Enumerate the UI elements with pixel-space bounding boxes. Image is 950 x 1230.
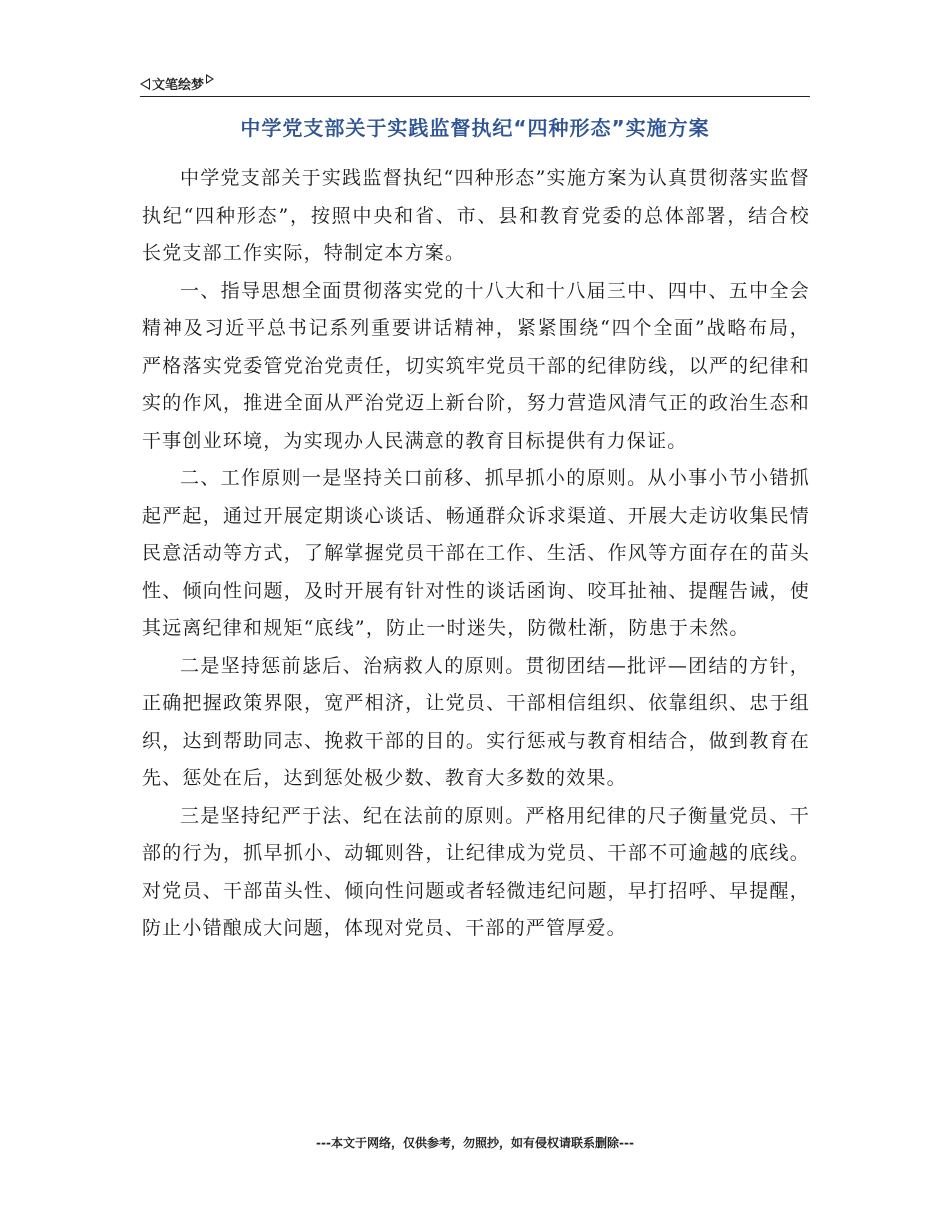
footer-notice: ---本文于网络，仅供参考，勿照抄，如有侵权请联系删除--- — [316, 1136, 634, 1150]
paragraph-intro: 中学党支部关于实践监督执纪“四种形态”实施方案为认真贯彻落实监督执纪“四种形态”，按照中央和省、市、县和教育党委的总体部署，结合校长党支部工作实际，特制定本方案。 — [142, 167, 810, 264]
page-header — [140, 74, 810, 97]
triangle-right-icon — [206, 74, 214, 84]
paragraph-principle-three: 三是坚持纪严于法、纪在法前的原则。严格用纪律的尺子衡量党员、干部的行为，抓早抓小、动辄则咎，让纪律成为党员、干部不可逾越的底线。对党员、干部苗头性、倾向性问题或者轻微违纪问题，早打招呼、早提醒，防止小错酿成大问题，体现对党员、干部的严管厚爱。 — [142, 804, 810, 939]
triangle-left-icon — [140, 78, 150, 90]
paragraph-principle-one: 二、工作原则一是坚持关口前移、抓早抓小的原则。从小事小节小错抓起严起，通过开展定期谈心谈话、畅通群众诉求渠道、开展大走访收集民情民意活动等方式，了解掌握党员干部在工作、生活、作风等方面存在的苗头性、倾向性问题，及时开展有针对性的谈话函询、咬耳扯袖、提醒告诫，使其远离纪律和规矩“底线”，防止一时迷失，防微杜渐，防患于未然。 — [142, 467, 810, 639]
paragraph-principle-two: 二是坚持惩前毖后、治病救人的原则。贯彻团结—批评—团结的方针，正确把握政策界限，宽严相济，让党员、干部相信组织、依靠组织、忠于组织，达到帮助同志、挽救干部的目的。实行惩戒与教育相结合，做到教育在先、惩处在后，达到惩处极少数、教育大多数的效果。 — [142, 654, 810, 789]
document-body — [142, 160, 810, 948]
document-title: 中学党支部关于实践监督执纪“四种形态”实施方案 — [240, 116, 710, 140]
header-logo-text: 文笔绘梦 — [152, 78, 205, 93]
header-logo — [140, 74, 214, 95]
paragraph-guiding-thought: 一、指导思想全面贯彻落实党的十八大和十八届三中、四中、五中全会精神及习近平总书记系列重要讲话精神，紧紧围绕“四个全面”战略布局，严格落实党委管党治党责任，切实筑牢党员干部的纪律防线，以严的纪律和实的作风，推进全面从严治党迈上新台阶，努力营造风清气正的政治生态和干事创业环境，为实现办人民满意的教育目标提供有力保证。 — [142, 279, 810, 452]
